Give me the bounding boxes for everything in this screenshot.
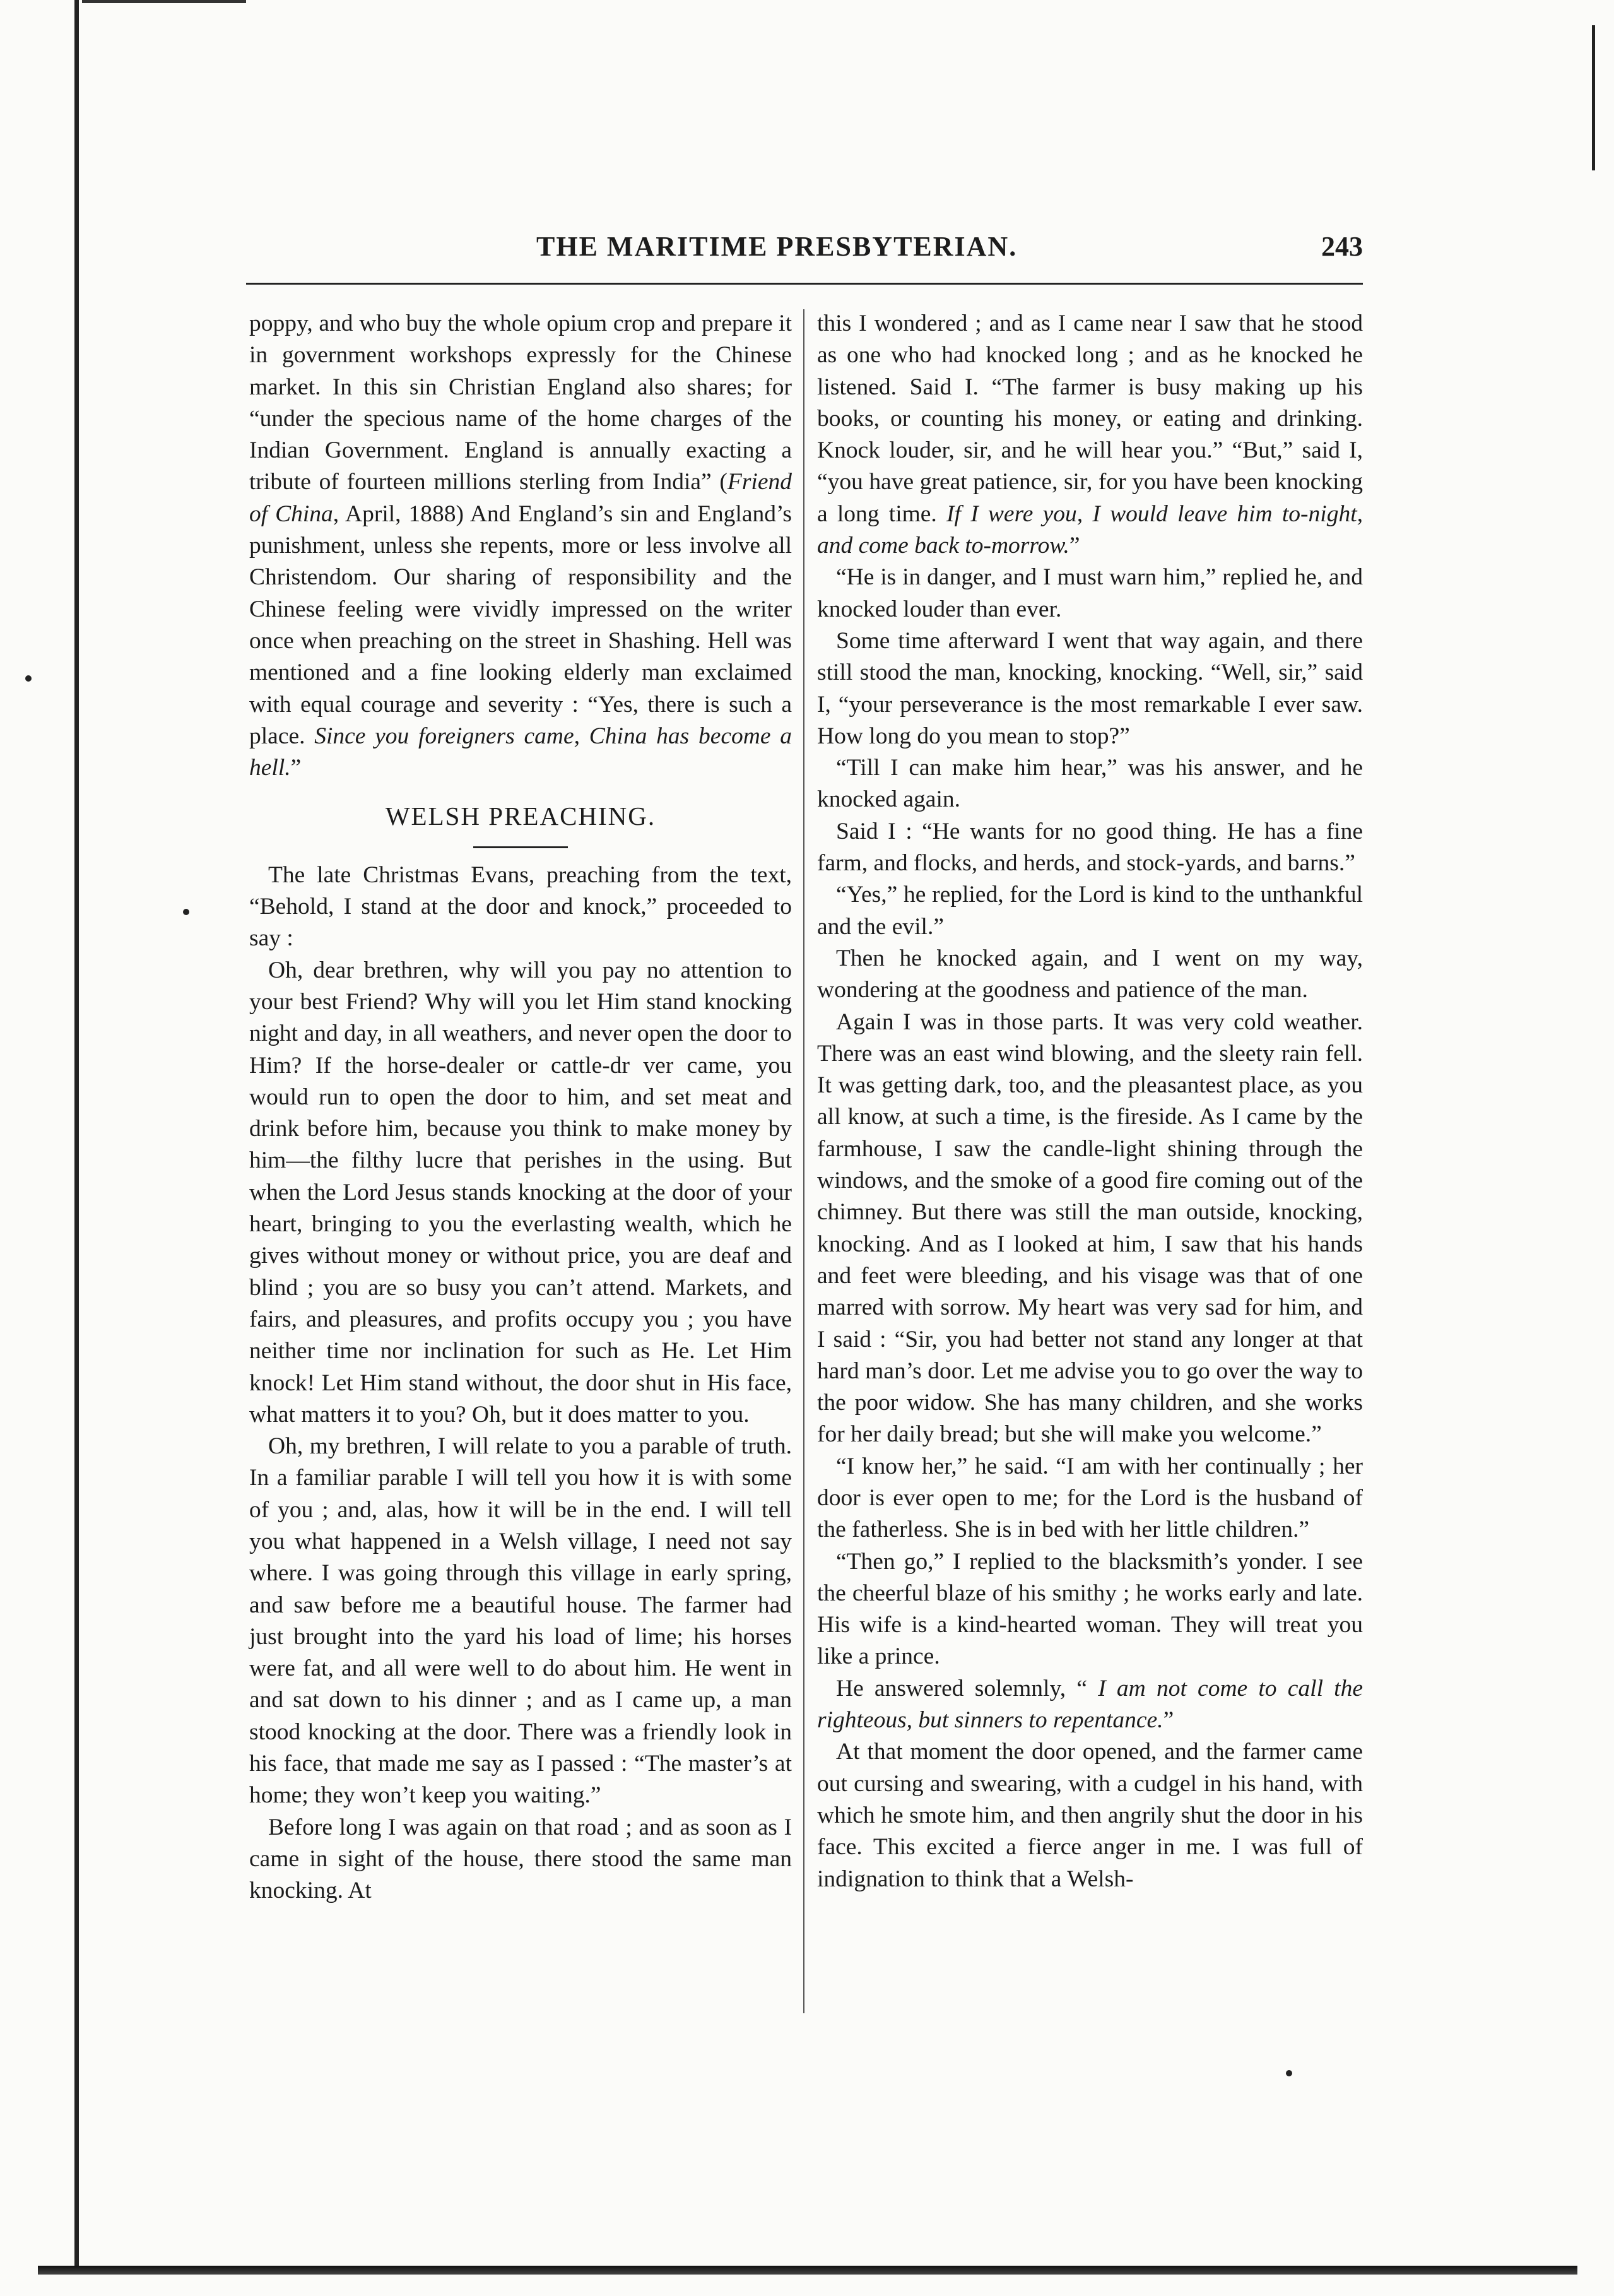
ink-spot — [1286, 2070, 1292, 2076]
paragraph: “He is in danger, and I must warn him,” replied he, and knocked louder than ever. — [817, 564, 1363, 622]
paragraph: Again I was in those parts. It was very cold weather. There was an east wind blowing, and the sleety rain fell. It was getting dark, too, and the pleasantest place, as you all know, at such a time, is the fireside. As I came by the farmhouse, I saw the candle-light shining through the windows, and the smoke of a good fire coming out of the chimney. But there was still the man outside, knocking, knocking. And as I looked at him, I saw that his hands and feet were bleeding, and his visage was that of one marred with sorrow. My heart was very sad for him, and I said : “Sir, you had better not stand any longer at that hard man’s door. Let me advise you to go over the way to the poor widow. She has many children, and she works for her daily bread; but she will make you welcome.” — [817, 1009, 1363, 1448]
running-head — [246, 230, 1363, 275]
margin-dot — [183, 909, 189, 915]
column-divider — [803, 309, 804, 2013]
page-number: 243 — [1321, 231, 1363, 262]
paragraph: He answered solemnly, “ I am not come to call the righteous, but sinners to repentance.” — [817, 1675, 1363, 1734]
paragraph: At that moment the door opened, and the farmer came out cursing and swearing, with a cudgel in his hand, with which he smote him, and then angrily shut the door in his face. This excited a fierce anger in me. I was full of indignation to think that a Welsh- — [817, 1739, 1363, 1892]
right-column — [817, 308, 1363, 1895]
paragraph: Then he knocked again, and I went on my way, wondering at the goodness and patience of the man. — [817, 945, 1363, 1003]
binding-edge — [74, 0, 79, 2272]
paragraph: Before long I was again on that road ; and as soon as I came in sight of the house, there stood the same man knocking. At — [249, 1814, 792, 1904]
page-edge-mark — [1578, 25, 1595, 170]
paragraph: The late Christmas Evans, preaching from the text, “Behold, I stand at the door and knock,” proceeded to say : — [249, 861, 792, 952]
paragraph: Oh, dear brethren, why will you pay no attention to your best Friend? Why will you let Him stand knocking night and day, in all weathers, and never open the door to Him? If the horse-dealer or cattle-dr ver came, you would run to open the door to him, and set meat and drink before him, because you think to make money by him—the filthy lucre that perishes in the using. But when the Lord Jesus stands knocking at the door of your heart, bringing to you the everlasting wealth, which he gives without money or without price, you are deaf and blind ; you are so busy you can’t attend. Markets, and fairs, and pleasures, and profits occupy you ; you have neither time nor inclination for such as He. Let Him knock! Let Him stand without, the door shut in His face, what matters it to you? Oh, but it does matter to you. — [249, 957, 792, 1428]
header-rule — [246, 283, 1363, 285]
paragraph: “Till I can make him hear,” was his answer, and he knocked again. — [817, 755, 1363, 813]
left-column — [249, 308, 792, 1907]
paragraph: poppy, and who buy the whole opium crop and prepare it in government workshops expressly for the Chinese market. In this sin Christian England also shares; for “under the specious name of the home charges of the Indian Government. England is annually exacting a tribute of fourteen millions sterling from India” (Friend of China, April, 1888) And England’s sin and England’s punishment, unless she repents, more or less involve all Christendom. Our sharing of responsibility and the Chinese feeling were vividly impressed on the writer once when preaching on the street in Shashing. Hell was mentioned and a fine looking elderly man exclaimed with equal courage and severity : “Yes, there is such a place. Since you foreigners came, China has become a hell.” — [249, 311, 792, 781]
bottom-edge — [38, 2266, 1577, 2275]
paragraph: Said I : “He wants for no good thing. He has a fine farm, and flocks, and herds, and stock-yards, and barns.” — [817, 818, 1363, 877]
paragraph: Oh, my brethren, I will relate to you a parable of truth. In a familiar parable I will tell you how it is with some of you ; and, alas, how it will be in the end. I will tell you what happened in a Welsh village, I need not say where. I was going through this village in early spring, and saw before me a beautiful house. The farmer had just brought into the yard his load of lime; his horses were fat, and all were well to do about him. He went in and sat down to his dinner ; and as I came up, a man stood knocking at the door. There was a friendly look in his face, that made me say as I passed : “The master’s at home; they won’t keep you waiting.” — [249, 1433, 792, 1809]
top-edge-mark — [82, 0, 246, 21]
paragraph: this I wondered ; and as I came near I saw that he stood as one who had knocked long ; and as he knocked he listened. Said I. “The farmer is busy making up his books, or counting his money, or eating and drinking. Knock louder, sir, and he will hear you.” “But,” said I, “you have great patience, sir, for you have been knocking a long time. If I were you, I would leave him to-night, and come back to-morrow.” — [817, 311, 1363, 559]
paragraph: “Then go,” I replied to the blacksmith’s yonder. I see the cheerful blaze of his smithy ; he works early and late. His wife is a kind-hearted woman. They will treat you like a prince. — [817, 1548, 1363, 1670]
section-title: WELSH PREACHING. — [385, 802, 656, 831]
paragraph: Some time afterward I went that way again, and there still stood the man, knocking, knocking. “Well, sir,” said I, “your perseverance is the most remarkable I ever saw. How long do you mean to stop?” — [817, 627, 1363, 749]
section-rule — [473, 846, 568, 848]
journal-title: THE MARITIME PRESBYTERIAN. — [536, 231, 1018, 262]
margin-dot — [25, 675, 32, 682]
paragraph: “Yes,” he replied, for the Lord is kind to the unthankful and the evil.” — [817, 882, 1363, 940]
paragraph: “I know her,” he said. “I am with her continually ; her door is ever open to me; for the Lord is the husband of the fatherless. She is in bed with her little children.” — [817, 1453, 1363, 1543]
